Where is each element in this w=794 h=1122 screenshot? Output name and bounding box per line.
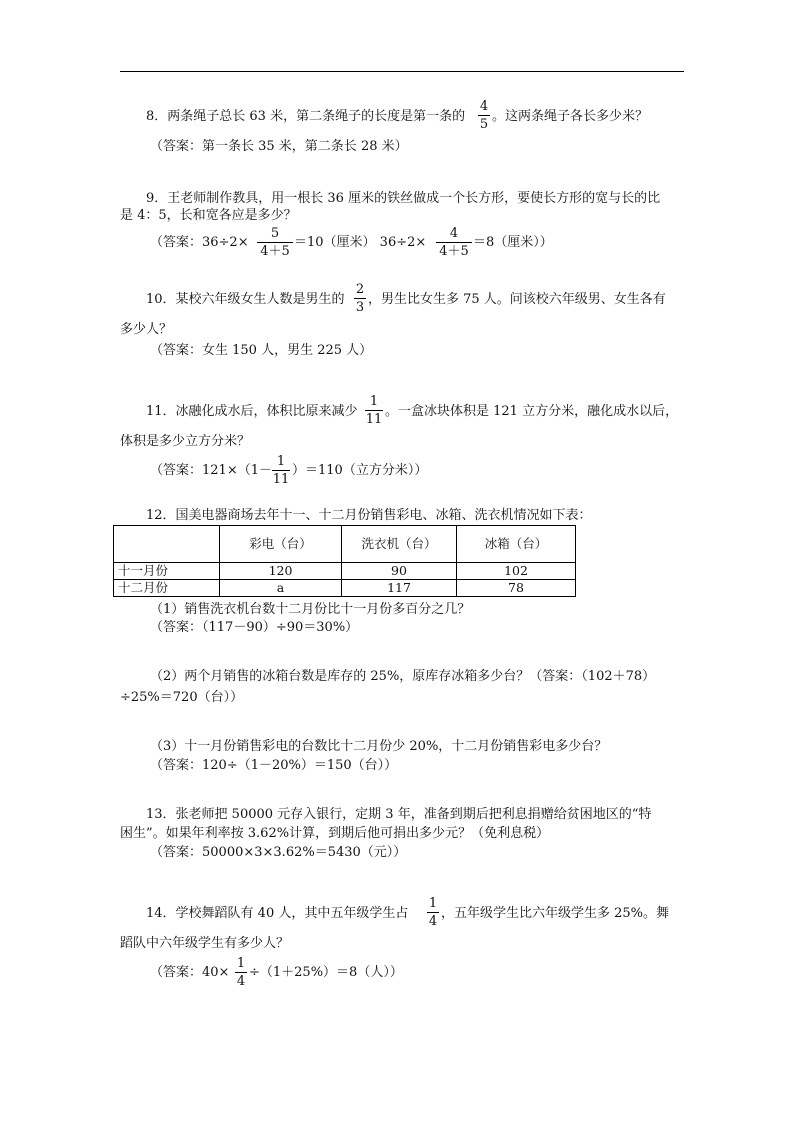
q14-text-b: ，五年级学生比六年级学生多 25%。舞	[441, 906, 670, 921]
q12-sub3: （3）十一月份销售彩电的台数比十二月份少 20%，十二月份销售彩电多少台？	[150, 739, 608, 754]
header-rule	[120, 71, 684, 72]
q12-sub3-answer: （答案：120÷（1－20%）＝150（台））	[150, 758, 398, 773]
table-header-cell: 冰箱（台）	[457, 526, 576, 563]
table-header-row	[114, 526, 576, 563]
q14-fraction	[427, 896, 439, 929]
table-header-cell: 洗衣机（台）	[342, 526, 457, 563]
table-cell: 102	[457, 563, 576, 580]
q11-frac-num: 1	[369, 394, 379, 409]
q8-text-b: 。这两条绳子各长多少米？	[492, 109, 649, 124]
q10-frac-num: 2	[355, 282, 365, 297]
q13-line1: 13．张老师把 50000 元存入银行，定期 3 年，准备到期后把利息捐赠给贫困地区的“特	[146, 807, 652, 822]
q9-line1: 9．王老师制作教具，用一根长 36 厘米的铁丝做成一个长方形，要使长方形的宽与长的比	[146, 191, 661, 206]
q9-fraction-2	[436, 226, 472, 259]
q14-ans-frac-den: 4	[236, 974, 246, 989]
q12-intro: 12．国美电器商场去年十一、十二月份销售彩电、冰箱、洗衣机情况如下表：	[146, 508, 592, 523]
fraction-bar	[354, 298, 366, 299]
q11-answer-a: （答案：121×（1－	[150, 463, 272, 478]
q11-text-b: 。一盒冰块体积是 121 立方分米，融化成水以后，	[385, 404, 679, 419]
table-row	[114, 580, 576, 597]
q9-answer-a: （答案：36÷2×	[150, 235, 249, 250]
q14-answer-b: ÷（1＋25%）＝8（人））	[249, 965, 403, 980]
q10-fraction	[354, 282, 366, 315]
fraction-bar	[478, 115, 490, 116]
q8-answer: （答案：第一条长 35 米，第二条长 28 米）	[150, 139, 408, 154]
q10-text-b: ，男生比女生多 75 人。问该校六年级男、女生各有	[368, 292, 666, 307]
q8-frac-den: 5	[479, 117, 489, 132]
q14-line2: 蹈队中六年级学生有多少人？	[120, 936, 290, 951]
q11-line2: 体积是多少立方分米？	[120, 434, 251, 449]
q10-text-a: 10．某校六年级女生人数是男生的	[146, 292, 345, 307]
q9-answer-c: ＝8（厘米））	[473, 235, 553, 250]
q8-fraction	[478, 99, 490, 132]
table-row	[114, 563, 576, 580]
q11-ans-frac-num: 1	[276, 454, 286, 469]
q14-ans-frac-num: 1	[236, 956, 246, 971]
table-cell: 十一月份	[114, 563, 220, 580]
q14-answer-a: （答案：40×	[150, 965, 230, 980]
table-cell: 120	[220, 563, 342, 580]
q11-ans-frac-den: 11	[272, 472, 290, 487]
q10-line2: 多少人？	[120, 322, 173, 337]
q9-line2: 是 4：5，长和宽各应是多少？	[120, 208, 297, 223]
q14-answer-fraction	[235, 956, 247, 989]
q8-text-a: 8．两条绳子总长 63 米，第二条绳子的长度是第一条的	[146, 109, 466, 124]
q12-sub1: （1）销售洗衣机台数十二月份比十一月份多百分之几？	[150, 602, 471, 617]
fraction-bar	[427, 912, 439, 913]
table-cell: 90	[342, 563, 457, 580]
q12-sub2-line2: ÷25%＝720（台））	[120, 690, 244, 705]
q12-sub1-answer: （答案：（117－90）÷90＝30%）	[150, 620, 359, 635]
fraction-bar	[235, 972, 247, 973]
table-cell: 117	[342, 580, 457, 597]
table-cell: 十二月份	[114, 580, 220, 597]
q9-f1-num: 5	[270, 226, 280, 241]
q11-answer-b: ）＝110（立方分米））	[292, 463, 428, 478]
q14-frac-num: 1	[428, 896, 438, 911]
q10-answer: （答案：女生 150 人，男生 225 人）	[150, 343, 373, 358]
q9-f2-den: 4＋5	[439, 244, 469, 259]
table-cell: a	[220, 580, 342, 597]
sales-table	[113, 525, 576, 597]
fraction-bar	[436, 242, 472, 243]
q9-fraction-1	[257, 226, 293, 259]
q13-answer: （答案：50000×3×3.62%＝5430（元））	[150, 845, 407, 860]
table-header-cell	[114, 526, 220, 563]
q11-fraction	[365, 394, 383, 427]
fraction-bar	[365, 410, 383, 411]
fraction-bar	[272, 470, 290, 471]
table-cell: 78	[457, 580, 576, 597]
q14-frac-den: 4	[428, 914, 438, 929]
q13-line2: 困生”。如果年利率按 3.62%计算，到期后他可捐出多少元？（免利息税）	[120, 826, 550, 841]
q11-text-a: 11．冰融化成水后，体积比原来减少	[146, 404, 358, 419]
q9-f2-num: 4	[449, 226, 459, 241]
q9-answer-b: ＝10（厘米） 36÷2×	[294, 235, 427, 250]
q14-text-a: 14．学校舞蹈队有 40 人，其中五年级学生占	[146, 906, 409, 921]
fraction-bar	[257, 242, 293, 243]
q11-answer-fraction	[272, 454, 290, 487]
table-header-cell: 彩电（台）	[220, 526, 342, 563]
q10-frac-den: 3	[355, 300, 365, 315]
q8-frac-num: 4	[479, 99, 489, 114]
q11-frac-den: 11	[365, 412, 383, 427]
q9-f1-den: 4＋5	[260, 244, 290, 259]
q12-sub2-line1: （2）两个月销售的冰箱台数是库存的 25%，原库存冰箱多少台？（答案：（102＋78）	[150, 669, 656, 684]
